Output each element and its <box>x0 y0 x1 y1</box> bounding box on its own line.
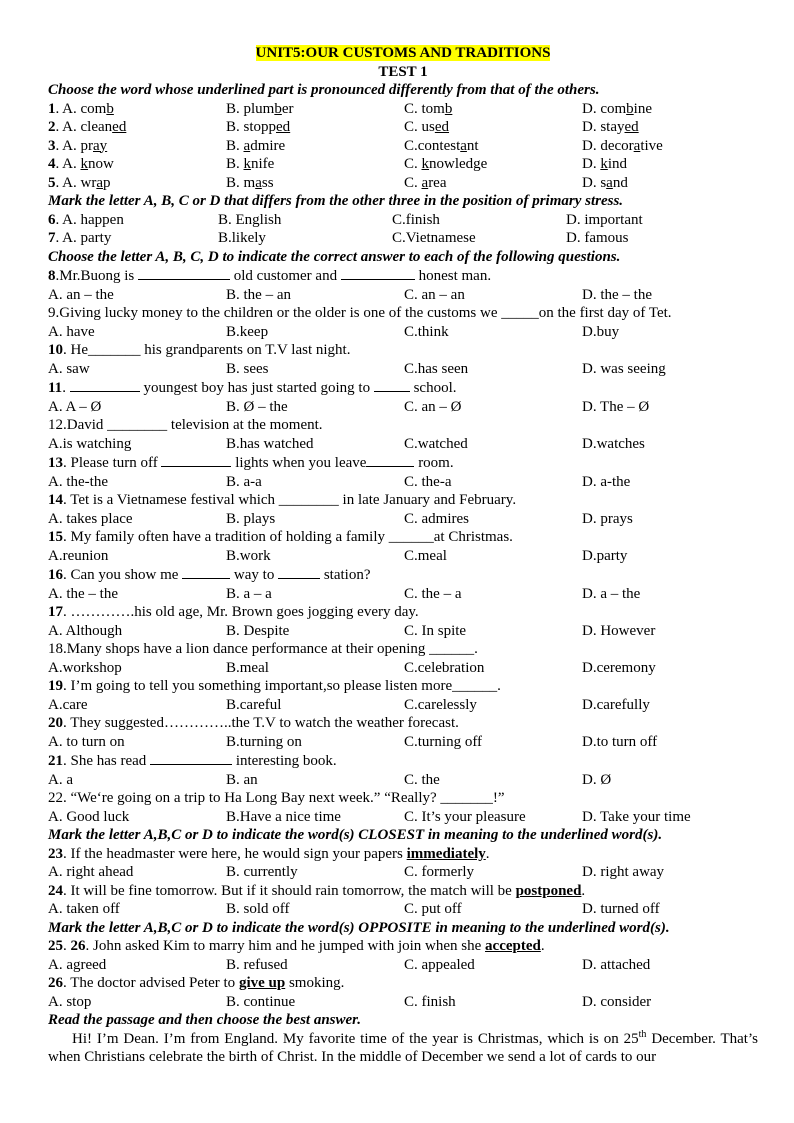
question-18: 18.Many shops have a lion dance performance at their opening ______. A.workshop B.meal C.celebration D.ceremony <box>48 640 758 677</box>
question-13: 13. Please turn off lights when you leave room. A. the-the B. a-a C. the-a D. a-the <box>48 453 758 491</box>
question-number: 1 <box>48 100 56 117</box>
stress-row <box>48 229 758 248</box>
instruction-stress: Mark the letter A, B, C or D that differs from the other three in the position of primary stress. <box>48 193 624 209</box>
answer-option: D.watches <box>582 435 645 452</box>
answer-option: D. a – the <box>582 585 641 602</box>
answer-option: A. saw <box>48 360 90 377</box>
answer-option: A.workshop <box>48 659 122 676</box>
answer-option: C. finish <box>404 993 456 1010</box>
answer-option: D. turned off <box>582 901 660 917</box>
answer-option: D. important <box>566 211 643 228</box>
answer-option: D. prays <box>582 510 633 527</box>
question-8: 8.Mr.Buong is old customer and honest man. A. an – the B. the – an C. an – an D. the – the <box>48 266 758 304</box>
question-21: 21. She has read interesting book. A. a B. an C. the D. Ø <box>48 751 758 789</box>
answer-option: A.reunion <box>48 547 109 564</box>
answer-option: D. sand <box>582 174 628 191</box>
answer-option: D. stayed <box>582 119 639 135</box>
question-10: 10. He_______ his grandparents on T.V last night. A. saw B. sees C.has seen D. was seeing <box>48 341 758 378</box>
answer-option: A.care <box>48 696 88 713</box>
answer-option: B. sold off <box>226 901 290 917</box>
answer-option: D. right away <box>582 864 665 880</box>
options-row <box>48 547 758 566</box>
question-19: 19. I’m going to tell you something important,so please listen more______. A.care B.careful C.carelessly D.carefully <box>48 677 758 714</box>
answer-option: D. decorative <box>582 137 663 154</box>
answer-option: B. Despite <box>226 622 290 639</box>
question-number: 5 <box>48 174 56 191</box>
stress-section <box>48 211 758 248</box>
answer-option: D.ceremony <box>582 659 656 676</box>
answer-option: C. the – a <box>404 585 462 602</box>
answer-blank <box>161 453 231 467</box>
answer-blank <box>150 751 232 765</box>
options-row <box>48 863 758 882</box>
answer-blank <box>366 453 414 467</box>
answer-option: C. used <box>404 119 450 135</box>
answer-option: C.meal <box>404 547 447 564</box>
answer-option: A. Good luck <box>48 808 130 825</box>
instruction-closest: Mark the letter A,B,C or D to indicate the word(s) CLOSEST in meaning to the underlined word(s). <box>48 827 663 843</box>
answer-option: C. knowledge <box>404 156 488 172</box>
pronunciation-row <box>48 174 758 193</box>
options-row <box>48 585 758 604</box>
answer-blank <box>138 266 230 280</box>
answer-option: D. a-the <box>582 473 631 490</box>
worksheet-title: UNIT5:OUR CUSTOMS AND TRADITIONS <box>255 45 551 61</box>
answer-option: A. have <box>48 323 95 340</box>
answer-option: D. consider <box>582 993 652 1010</box>
question-16: 16. Can you show me way to station? A. the – the B. a – a C. the – a D. a – the <box>48 565 758 603</box>
instruction-opposite: Mark the letter A,B,C or D to indicate the word(s) OPPOSITE in meaning to the underlined word(s). <box>48 919 670 936</box>
answer-option: A. takes place <box>48 510 133 527</box>
answer-option: B. sees <box>226 360 269 377</box>
answer-option: D.to turn off <box>582 733 658 750</box>
options-row <box>48 510 758 529</box>
answer-option: C.celebration <box>404 659 485 676</box>
answer-option: B.careful <box>226 696 282 713</box>
answer-option: C.carelessly <box>404 696 477 713</box>
answer-option: C. an – an <box>404 286 465 303</box>
pronunciation-row <box>48 137 758 156</box>
answer-option: D. Ø <box>582 771 612 788</box>
options-row <box>48 900 758 919</box>
answer-option: B. stopped <box>226 119 291 135</box>
answer-option: B. currently <box>226 864 298 880</box>
question-23: 23. If the headmaster were here, he would sign your papers immediately. A. right ahead B. currently C. formerly D. right away <box>48 845 758 882</box>
answer-option: 3. A. pray <box>48 137 108 154</box>
question-number: 3 <box>48 137 56 154</box>
options-row <box>48 286 758 305</box>
answer-option: B. mass <box>226 174 274 191</box>
answer-option: C. formerly <box>404 864 474 880</box>
question-22: 22. “We‘re going on a trip to Ha Long Bay next week.” “Really? _______!” A. Good luck B.Have a nice time C. It’s your pleasure D. Take your time <box>48 789 758 826</box>
answer-option: B. refused <box>226 956 288 973</box>
answer-option: 4. A. know <box>48 156 114 172</box>
answer-option: B. continue <box>226 993 296 1010</box>
answer-option: 6. A. happen <box>48 211 124 228</box>
pronunciation-row <box>48 118 758 137</box>
answer-blank <box>278 565 320 579</box>
options-row <box>48 435 758 454</box>
answer-option: C.contestant <box>404 137 479 154</box>
answer-option: D. combine <box>582 100 652 117</box>
options-row <box>48 473 758 492</box>
answer-option: A.is watching <box>48 435 132 452</box>
options-row <box>48 659 758 678</box>
answer-option: 2. A. cleaned <box>48 119 127 135</box>
question-26: 26. The doctor advised Peter to give up smoking. A. stop B. continue C. finish D. consider <box>48 974 758 1011</box>
answer-option: C. area <box>404 174 447 191</box>
answer-option: C.watched <box>404 435 468 452</box>
instruction-reading: Read the passage and then choose the best answer. <box>48 1012 361 1028</box>
options-row <box>48 956 758 975</box>
options-row <box>48 771 758 790</box>
question-11: 11. youngest boy has just started going to school. A. A – Ø B. Ø – the C. an – Ø D. The – Ø <box>48 378 758 416</box>
question-number: 2 <box>48 119 56 135</box>
answer-option: C.think <box>404 323 449 340</box>
answer-option: B. English <box>218 211 282 228</box>
answer-option: C.Vietnamese <box>392 230 476 246</box>
answer-option: B.work <box>226 547 271 564</box>
answer-option: B. admire <box>226 137 286 154</box>
answer-option: C. appealed <box>404 956 475 973</box>
answer-option: B. knife <box>226 156 275 172</box>
answer-option: B.likely <box>218 230 266 246</box>
pronunciation-section <box>48 100 758 193</box>
options-row <box>48 733 758 752</box>
answer-option: D. kind <box>582 156 628 172</box>
answer-option: D. attached <box>582 956 651 973</box>
answer-option: B.keep <box>226 323 269 340</box>
instruction-grammar: Choose the letter A, B, C, D to indicate the correct answer to each of the following questions. <box>48 248 621 265</box>
answer-option: D.carefully <box>582 696 650 713</box>
options-row <box>48 323 758 342</box>
answer-blank <box>182 565 230 579</box>
answer-option: A. to turn on <box>48 733 125 750</box>
options-row <box>48 398 758 417</box>
answer-option: C. the <box>404 771 440 788</box>
answer-option: A. A – Ø <box>48 398 102 415</box>
answer-option: B. plumber <box>226 100 294 117</box>
answer-option: D. The – Ø <box>582 398 650 415</box>
question-17: 17. ………….his old age, Mr. Brown goes jogging every day. A. Although B. Despite C. In spite D. However <box>48 603 758 640</box>
answer-option: B. the – an <box>226 286 291 303</box>
question-25: 25. 26. John asked Kim to marry him and he jumped with join when she accepted. A. agreed B. refused C. appealed D. attached <box>48 937 758 974</box>
options-row <box>48 360 758 379</box>
answer-blank <box>374 378 410 392</box>
answer-option: C.finish <box>392 211 440 228</box>
answer-option: A. the-the <box>48 473 108 490</box>
answer-option: D. was seeing <box>582 360 666 377</box>
answer-option: C. tomb <box>404 100 453 117</box>
answer-option: B.Have a nice time <box>226 808 341 825</box>
answer-option: C. admires <box>404 510 469 527</box>
answer-option: A. Although <box>48 622 123 639</box>
stress-row <box>48 211 758 230</box>
answer-blank <box>70 378 140 392</box>
answer-option: C. put off <box>404 901 462 917</box>
options-row <box>48 808 758 827</box>
answer-option: B.meal <box>226 659 269 676</box>
options-row <box>48 622 758 641</box>
answer-option: B. Ø – the <box>226 398 288 415</box>
answer-option: C. the-a <box>404 473 452 490</box>
answer-option: B.has watched <box>226 435 314 452</box>
answer-option: D.buy <box>582 323 620 340</box>
answer-option: B.turning on <box>226 733 302 750</box>
pronunciation-row <box>48 100 758 119</box>
question-9: 9.Giving lucky money to the children or the older is one of the customs we _____on the first day of Tet. A. have B.keep C.think D.buy <box>48 304 758 341</box>
question-24: 24. It will be fine tomorrow. But if it should rain tomorrow, the match will be postponed. A. taken off B. sold off C. put off D. turned off <box>48 882 758 919</box>
worksheet <box>48 44 758 1067</box>
answer-option: B. a – a <box>226 585 272 602</box>
question-number: 4 <box>48 156 56 172</box>
answer-option: A. agreed <box>48 956 107 973</box>
options-row <box>48 696 758 715</box>
answer-option: 7. A. party <box>48 230 112 246</box>
answer-option: C. In spite <box>404 622 467 639</box>
answer-option: D. the – the <box>582 286 652 303</box>
answer-option: A. stop <box>48 993 92 1010</box>
answer-option: B. a-a <box>226 473 262 490</box>
test-label: TEST 1 <box>378 63 428 80</box>
reading-passage: Hi! I’m Dean. I’m from England. My favorite time of the year is Christmas, which is on 25th December. That’s when Christians celebrate the birth of Christ. In the middle of December we send a lot of cards to our <box>48 1028 758 1065</box>
answer-blank <box>341 266 415 280</box>
answer-option: A. a <box>48 771 73 788</box>
answer-option: C. an – Ø <box>404 398 462 415</box>
answer-option: A. taken off <box>48 901 120 917</box>
answer-option: D. Take your time <box>582 808 691 825</box>
answer-option: C.has seen <box>404 360 469 377</box>
options-row <box>48 993 758 1012</box>
question-14: 14. Tet is a Vietnamese festival which ________ in late January and February. A. takes place B. plays C. admires D. prays <box>48 491 758 528</box>
answer-option: D.party <box>582 547 628 564</box>
answer-option: B. an <box>226 771 258 788</box>
question-12: 12.David ________ television at the moment. A.is watching B.has watched C.watched D.watches <box>48 416 758 453</box>
answer-option: B. plays <box>226 510 276 527</box>
answer-option: A. the – the <box>48 585 118 602</box>
answer-option: C. It’s your pleasure <box>404 808 526 825</box>
instruction-pronunciation: Choose the word whose underlined part is pronounced differently from that of the others. <box>48 82 600 98</box>
answer-option: D. However <box>582 622 656 639</box>
answer-option: D. famous <box>566 230 629 246</box>
question-20: 20. They suggested…………..the T.V to watch the weather forecast. A. to turn on B.turning on C.turning off D.to turn off <box>48 714 758 751</box>
pronunciation-row <box>48 155 758 174</box>
answer-option: 5. A. wrap <box>48 174 111 191</box>
answer-option: A. right ahead <box>48 864 134 880</box>
answer-option: A. an – the <box>48 286 114 303</box>
answer-option: C.turning off <box>404 733 483 750</box>
question-15: 15. My family often have a tradition of holding a family ______at Christmas. A.reunion B.work C.meal D.party <box>48 528 758 565</box>
answer-option: 1. A. comb <box>48 100 114 117</box>
